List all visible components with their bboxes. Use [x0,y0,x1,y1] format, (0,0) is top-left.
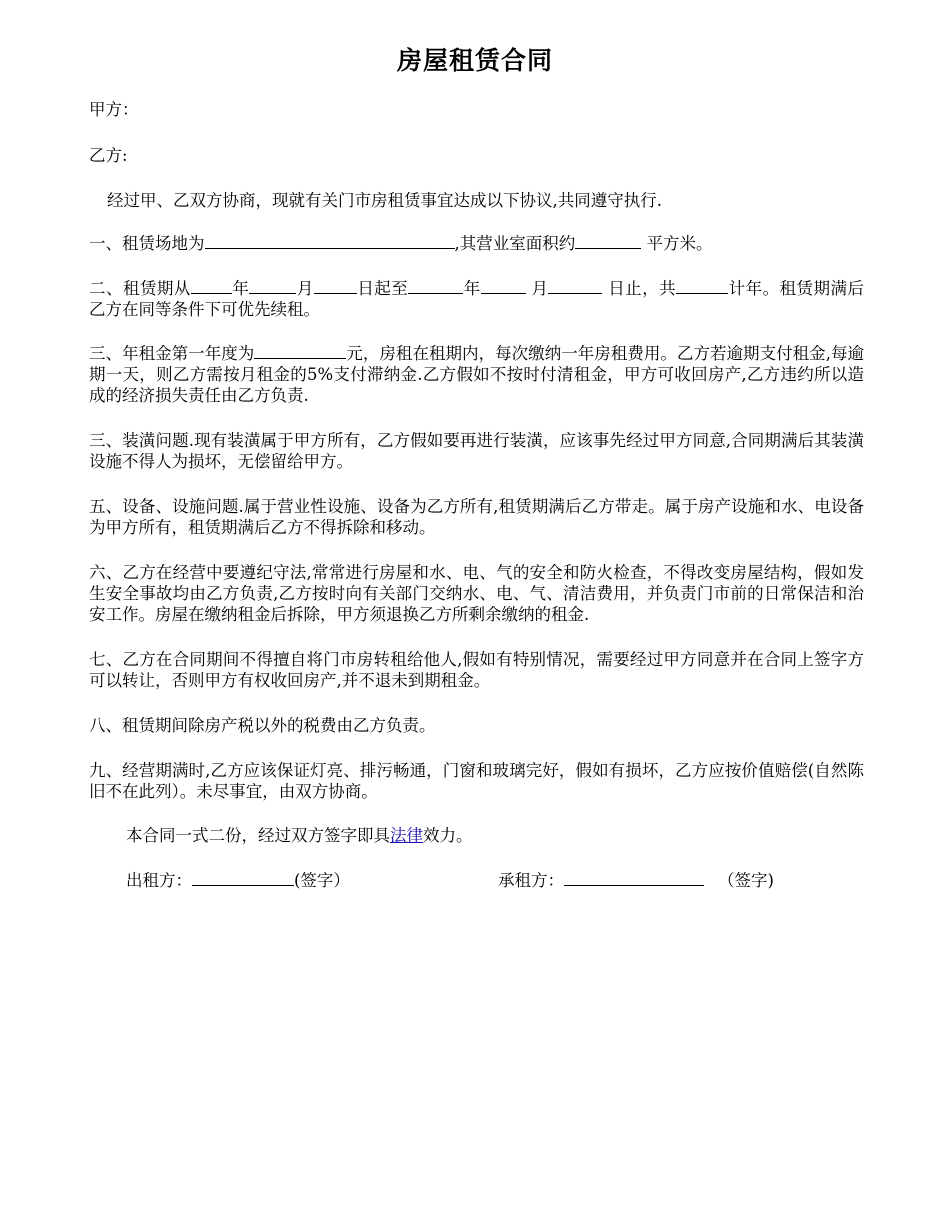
blank-end-day [548,279,602,294]
clause-2-text-a: 二、租赁期从 [89,279,191,298]
clause-2 [89,278,864,320]
clause-1-text-a: 一、租赁场地为 [89,234,205,253]
party-a-label: 甲方： [89,100,139,119]
blank-start-month [249,279,296,294]
clause-5-text: 五、设备、设施问题.属于营业性设施、设备为乙方所有,租赁期满后乙方带走。属于房产设施和水、电设备为甲方所有，租赁期满后乙方不得拆除和移动。 [89,497,864,537]
clause-3 [89,343,864,406]
blank-annual-rent [254,344,346,359]
lessee-sign-note: （签字) [718,871,774,890]
blank-lessee-signature [564,871,704,886]
clause-7-text: 七、乙方在合同期间不得擅自将门市房转租给他人,假如有特别情况，需要经过甲方同意并在合同上签字方可以转让，否则甲方有权收回房产,并不退未到期租金。 [89,650,864,690]
clause-3-text-b: 元，房租在租期内，每次缴纳一年房租费用。乙方若逾期支付租金,每逾期一天，则乙方需按月租金的5%支付滞纳金.乙方假如不按时付清租金，甲方可收回房产,乙方违约所以造成的经济损失责任由乙方负责. [89,344,865,405]
clause-4-text: 三、装潢问题.现有装潢属于甲方所有，乙方假如要再进行装潢，应该事先经过甲方同意,合同期满后其装潢设施不得人为损坏，无偿留给甲方。 [89,431,864,471]
clause-2-text-c: 月 [296,279,314,298]
clause-6-text: 六、乙方在经营中要遵纪守法,常常进行房屋和水、电、气的安全和防火检查，不得改变房屋结构，假如发生安全事故均由乙方负责,乙方按时向有关部门交纳水、电、气、清洁费用，并负责门市前的日常保洁和治安工作。房屋在缴纳租金后拆除，甲方须退换乙方所剩余缴纳的租金. [89,563,864,624]
blank-end-year [408,279,463,294]
blank-start-day [314,279,357,294]
clause-9-text: 九、经营期满时,乙方应该保证灯亮、排污畅通，门窗和玻璃完好，假如有损坏，乙方应按价值赔偿(自然陈旧不在此列）。未尽事宜，由双方协商。 [89,761,864,801]
clause-5 [89,496,864,538]
closing-text-b: 效力。 [423,826,473,845]
clause-2-text-d: 日起至 [356,279,409,298]
party-a-line [89,99,864,120]
document-title: 房屋租赁合同 [396,46,553,75]
clause-1 [89,233,864,254]
clause-2-text-g: 日止，共 [602,279,677,298]
clause-3-text-a: 三、年租金第一年度为 [89,344,255,363]
clause-8 [89,715,864,736]
blank-end-month [481,279,526,294]
clause-1-text-c: 平方米。 [641,234,713,253]
clause-9 [89,760,864,802]
blank-total-years [676,279,728,294]
party-b-line [89,145,864,166]
clause-2-text-e: 年 [463,279,481,298]
clause-2-text-h: 计年。租赁期满后乙方在同等条件下可优先续租。 [89,279,865,319]
intro-paragraph [107,190,882,211]
lessee-signature [498,870,858,891]
closing-paragraph [126,825,901,846]
clause-4 [89,430,864,472]
blank-start-year [191,279,232,294]
lessee-label: 承租方： [498,871,564,890]
blank-area [575,234,641,249]
party-b-label: 乙方: [89,146,128,165]
law-link[interactable]: 法律 [390,826,423,845]
clause-7 [89,649,864,691]
blank-lessor-signature [192,871,294,886]
lessor-label: 出租方： [126,871,192,890]
lessor-sign-note: (签字） [294,871,350,890]
intro-text: 经过甲、乙双方协商，现就有关门市房租赁事宜达成以下协议,共同遵守执行. [107,191,662,210]
blank-location [205,234,455,249]
closing-text-a: 本合同一式二份，经过双方签字即具 [126,826,390,845]
clause-1-text-b: ,其营业室面积约 [454,234,576,253]
clause-2-text-b: 年 [231,279,250,298]
clause-2-text-f: 月 [525,279,549,298]
clause-8-text: 八、租赁期间除房产税以外的税费由乙方负责。 [89,716,436,735]
clause-6 [89,562,864,625]
